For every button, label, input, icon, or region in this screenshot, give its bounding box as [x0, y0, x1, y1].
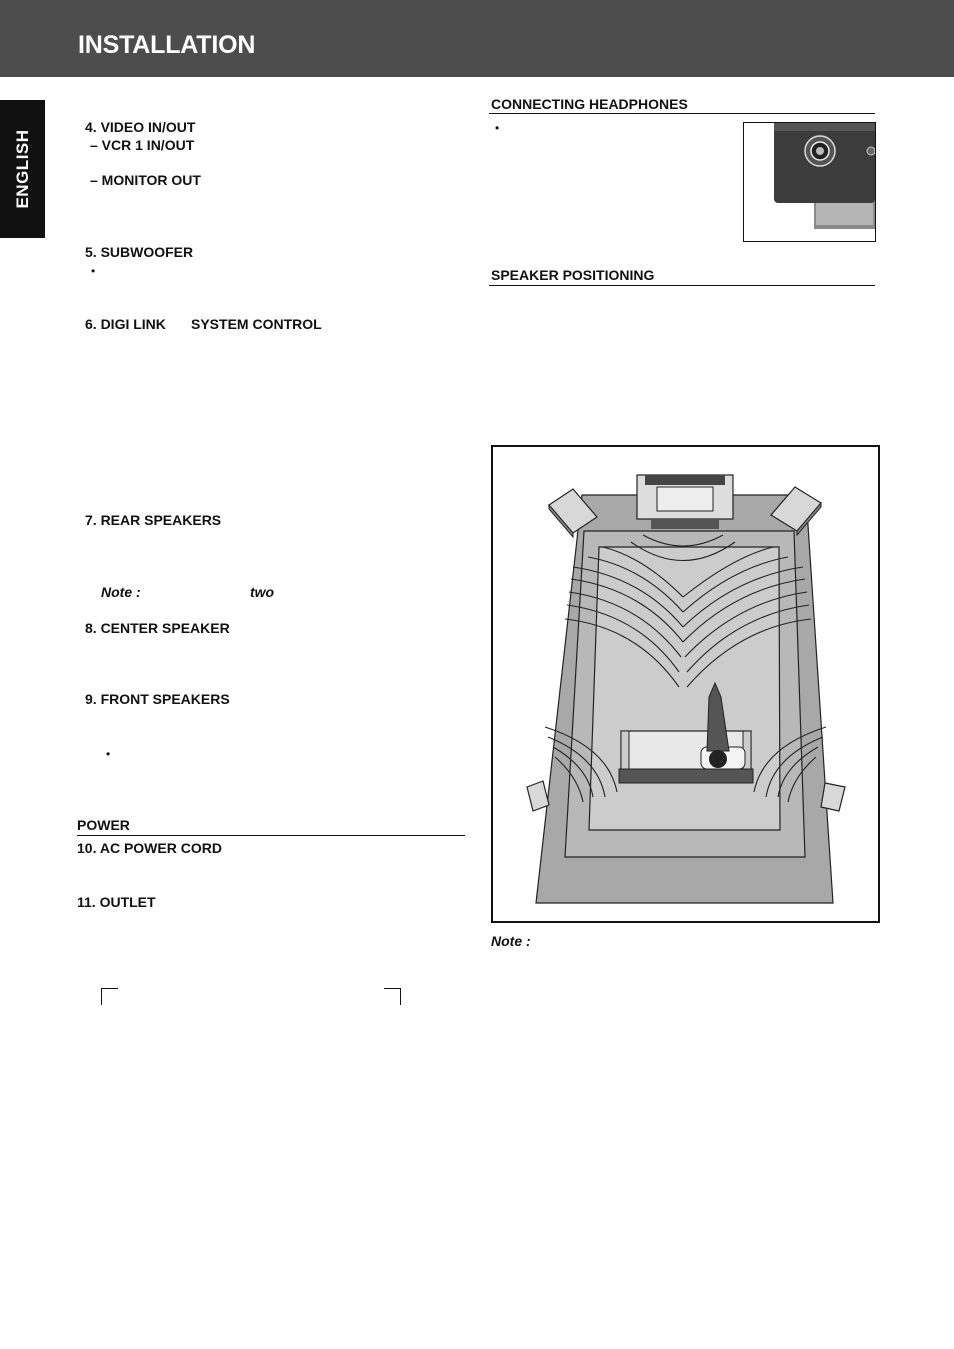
- note-label-right: Note :: [491, 933, 531, 949]
- power-section-rule: [77, 835, 465, 836]
- speaker-positioning-title: SPEAKER POSITIONING: [491, 267, 655, 283]
- rear-left-speaker: [527, 781, 549, 811]
- front-speakers-bullet: •: [106, 747, 111, 761]
- vcr1-inout-subheading: – VCR 1 IN/OUT: [90, 137, 195, 153]
- headphone-jack-illustration: [743, 122, 876, 242]
- rear-right-speaker: [821, 783, 845, 811]
- crop-mark-right: [384, 988, 401, 1005]
- headphones-bullet: •: [495, 121, 500, 135]
- note-label-left: Note :: [101, 584, 141, 600]
- system-control-heading: SYSTEM CONTROL: [191, 316, 322, 332]
- tv-unit: [637, 475, 733, 529]
- subwoofer-heading: 5. SUBWOOFER: [85, 244, 194, 260]
- rear-speakers-heading: 7. REAR SPEAKERS: [85, 512, 222, 528]
- ac-power-cord-heading: 10. AC POWER CORD: [77, 840, 222, 856]
- language-tab: [0, 100, 45, 238]
- note-emphasis-two: two: [250, 584, 275, 600]
- language-tab-label: ENGLISH: [12, 129, 32, 209]
- headphones-section-rule: [489, 113, 875, 114]
- power-section-title: POWER: [77, 817, 130, 833]
- connecting-headphones-title: CONNECTING HEADPHONES: [491, 96, 688, 112]
- monitor-out-subheading: – MONITOR OUT: [90, 172, 201, 188]
- digi-link-heading: 6. DIGI LINK: [85, 316, 166, 332]
- subwoofer-bullet: •: [91, 264, 96, 278]
- page-header: [0, 0, 954, 77]
- outlet-heading: 11. OUTLET: [77, 894, 156, 910]
- video-inout-heading: 4. VIDEO IN/OUT: [85, 119, 196, 135]
- speaker-layout-diagram: [491, 445, 880, 923]
- center-speaker-heading: 8. CENTER SPEAKER: [85, 620, 230, 636]
- positioning-section-rule: [489, 285, 875, 286]
- front-speakers-heading: 9. FRONT SPEAKERS: [85, 691, 230, 707]
- crop-mark-left: [101, 988, 118, 1005]
- page-title: INSTALLATION: [78, 31, 256, 59]
